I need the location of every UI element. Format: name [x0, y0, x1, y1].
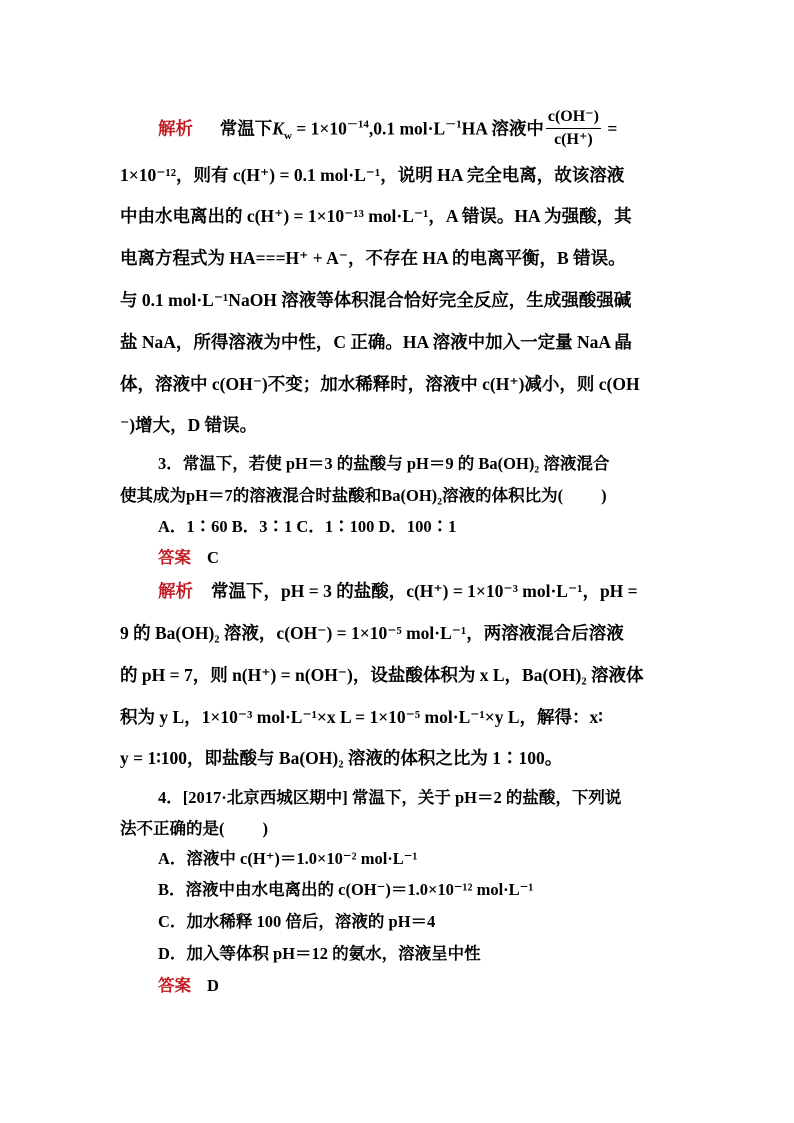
question-4-line-1: 4．[2017·北京西城区期中] 常温下，关于 pH＝2 的盐酸，下列说: [158, 788, 622, 807]
question-4-option-a: A．溶液中 c(H⁺)＝1.0×10⁻² mol·L⁻¹: [158, 849, 418, 868]
analysis-1-line-3: 中由水电离出的 c(H⁺) = 1×10⁻¹³ mol·L⁻¹，A 错误。HA 为强酸，其: [120, 206, 632, 226]
analysis-2-line-1: 解析 常温下，pH = 3 的盐酸，c(H⁺) = 1×10⁻³ mol·L⁻¹，pH =: [158, 581, 638, 601]
answer-label: 答案: [158, 548, 191, 567]
question-4-option-d: D．加入等体积 pH＝12 的氨水，溶液呈中性: [158, 944, 481, 963]
analysis-2-line-4: 积为 y L，1×10⁻³ mol·L⁻¹×x L = 1×10⁻⁵ mol·L⁻¹×y L，解得：x∶: [120, 707, 603, 727]
analysis-1-line-7: 体，溶液中 c(OH⁻)不变；加水稀释时，溶液中 c(H⁺)减小，则 c(OH: [120, 374, 640, 394]
analysis-1-line-8: ⁻)增大，D 错误。: [120, 415, 258, 435]
question-3-options: A．1∶60 B．3∶1 C．1∶100 D．100∶1: [158, 517, 457, 536]
oh-h-fraction: $\frac{c(OH^-)}{c(H^+)}$: [547, 108, 599, 148]
analysis-1-line-2: 1×10⁻¹²，则有 c(H⁺) = 0.1 mol·L⁻¹，说明 HA 完全电离，故该溶液: [120, 165, 625, 185]
question-3-line-1: 3．常温下，若使 pH＝3 的盐酸与 pH＝9 的 Ba(OH)₂ 溶液混合: [158, 454, 610, 473]
analysis-2-line-2: 9 的 Ba(OH)₂ 溶液，c(OH⁻) = 1×10⁻⁵ mol·L⁻¹，两溶液混合后溶液: [120, 623, 624, 643]
analysis-1-line-5: 与 0.1 mol·L⁻¹NaOH 溶液等体积混合恰好完全反应，生成强酸强碱: [120, 290, 632, 310]
question-3-line-2: 使其成为pH＝7的溶液混合时盐酸和Ba(OH)₂溶液的体积比为( ): [120, 486, 607, 505]
question-4-option-b: B．溶液中由水电离出的 c(OH⁻)＝1.0×10⁻¹² mol·L⁻¹: [158, 880, 534, 899]
question-4-answer: 答案 D: [158, 976, 219, 995]
question-4-line-2: 法不正确的是( ): [120, 819, 268, 838]
analysis-1-line-6: 盐 NaA，所得溶液为中性，C 正确。HA 溶液中加入一定量 NaA 晶: [120, 332, 632, 352]
analysis-2-line-5: y = 1∶100，即盐酸与 Ba(OH)₂ 溶液的体积之比为 1∶100。: [120, 748, 563, 768]
analysis-2-line-3: 的 pH = 7，则 n(H⁺) = n(OH⁻)，设盐酸体积为 x L，Ba(OH)₂ 溶液体: [120, 665, 644, 685]
analysis-label: 解析: [158, 118, 193, 139]
analysis-1-line-4: 电离方程式为 HA===H⁺ + A⁻，不存在 HA 的电离平衡，B 错误。: [120, 248, 626, 268]
question-4-option-c: C．加水稀释 100 倍后，溶液的 pH＝4: [158, 912, 436, 931]
analysis-label: 解析: [158, 581, 193, 601]
question-3-answer: 答案 C: [158, 548, 219, 567]
answer-label: 答案: [158, 976, 191, 995]
analysis-1-line-1: 解析 常温下$K_w = 1\times 10^{-14},0.1$ $mol\cdot L^{-1}HA$ 溶液中 $\frac{c(OH^-)}{c(H^+)}$ =: [158, 108, 680, 153]
